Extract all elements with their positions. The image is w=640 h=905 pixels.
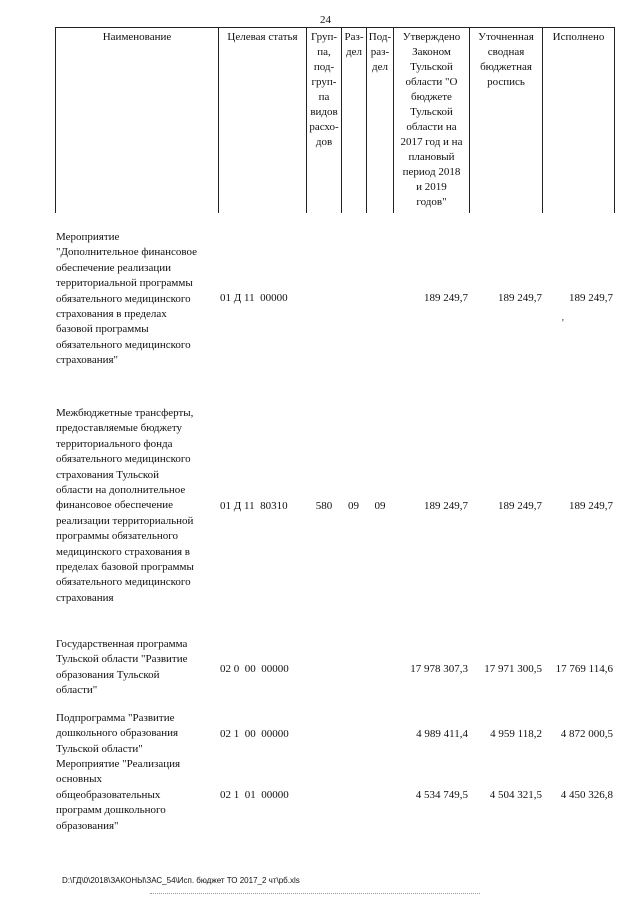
margin-mark: ' — [562, 318, 564, 329]
header-subsection: Под- раз- дел — [368, 31, 392, 73]
row-revised: 189 249,7 — [498, 292, 542, 304]
header-name: Наименование — [102, 31, 172, 43]
header-approved: Утверждено Законом Тульской области "О бюджете Тульской области на 2017 год и на плановый период 2018 и 2019 годов" — [400, 31, 463, 208]
row-revised: 4 504 321,5 — [489, 789, 542, 801]
header-divider — [218, 27, 219, 213]
row-revised: 4 959 118,2 — [490, 728, 542, 740]
row-name: Государственная программа Тульской области "Развитие образования Тульской области" — [56, 638, 188, 697]
row-approved: 17 978 307,3 — [410, 663, 468, 675]
row-executed: 189 249,7 — [569, 500, 613, 512]
footer-rule — [150, 893, 480, 894]
row-code: 02 1 00 00000 — [220, 728, 289, 740]
header-top-border — [55, 27, 615, 28]
row-executed: 4 872 000,5 — [560, 728, 613, 740]
header-target-article: Целевая статья — [227, 31, 298, 43]
header-divider — [542, 27, 543, 213]
row-approved: 4 989 411,4 — [416, 728, 468, 740]
header-expense-group: Груп- па, под- груп- па видов расхо- дов — [309, 31, 339, 148]
header-executed: Исполнено — [552, 31, 605, 43]
row-group: 580 — [315, 500, 333, 512]
header-left-border — [55, 27, 56, 213]
header-revised: Уточненная сводная бюджетная роспись — [478, 31, 534, 88]
row-approved: 189 249,7 — [424, 292, 468, 304]
header-right-border — [614, 27, 615, 213]
row-code: 01 Д 11 00000 — [220, 292, 288, 304]
header-section: Раз- дел — [344, 31, 364, 58]
row-section: 09 — [348, 500, 359, 512]
row-name: Мероприятие "Дополнительное финансовое обеспечение реализации территориальной программы обязательного медицинского страхования в пределах базовой программы обязательного медицинского страхования" — [56, 231, 198, 367]
row-revised: 17 971 300,5 — [484, 663, 542, 675]
page-number: 24 — [320, 14, 331, 26]
row-name: Межбюджетные трансферты, предоставляемые бюджету территориального фонда обязательного медицинского страхования Тульской области на дополнительное финансовое обеспечение реализации территориальной программы обязательного медицинского страхования в пределах базовой программы обязательного медицинского страхования — [56, 407, 194, 604]
row-code: 02 0 00 00000 — [220, 663, 289, 675]
row-executed: 189 249,7 — [569, 292, 613, 304]
footer-file-path: D:\ГД\0\2018\ЗАКОНЫ\ЗАС_54\Исп. бюджет ТО 2017_2 чт\рб.xls — [62, 876, 300, 885]
row-approved: 4 534 749,5 — [415, 789, 468, 801]
row-approved: 189 249,7 — [424, 500, 468, 512]
row-subsection: 09 — [374, 500, 386, 512]
row-code: 02 1 01 00000 — [220, 789, 289, 801]
row-name: Подпрограмма "Развитие дошкольного образования Тульской области" — [56, 712, 179, 755]
row-executed: 4 450 326,8 — [560, 789, 613, 801]
row-revised: 189 249,7 — [498, 500, 542, 512]
row-name: Мероприятие "Реализация основных общеобразовательных программ дошкольного образования" — [56, 758, 181, 832]
row-code: 01 Д 11 80310 — [220, 500, 288, 512]
row-executed: 17 769 114,6 — [555, 663, 613, 675]
